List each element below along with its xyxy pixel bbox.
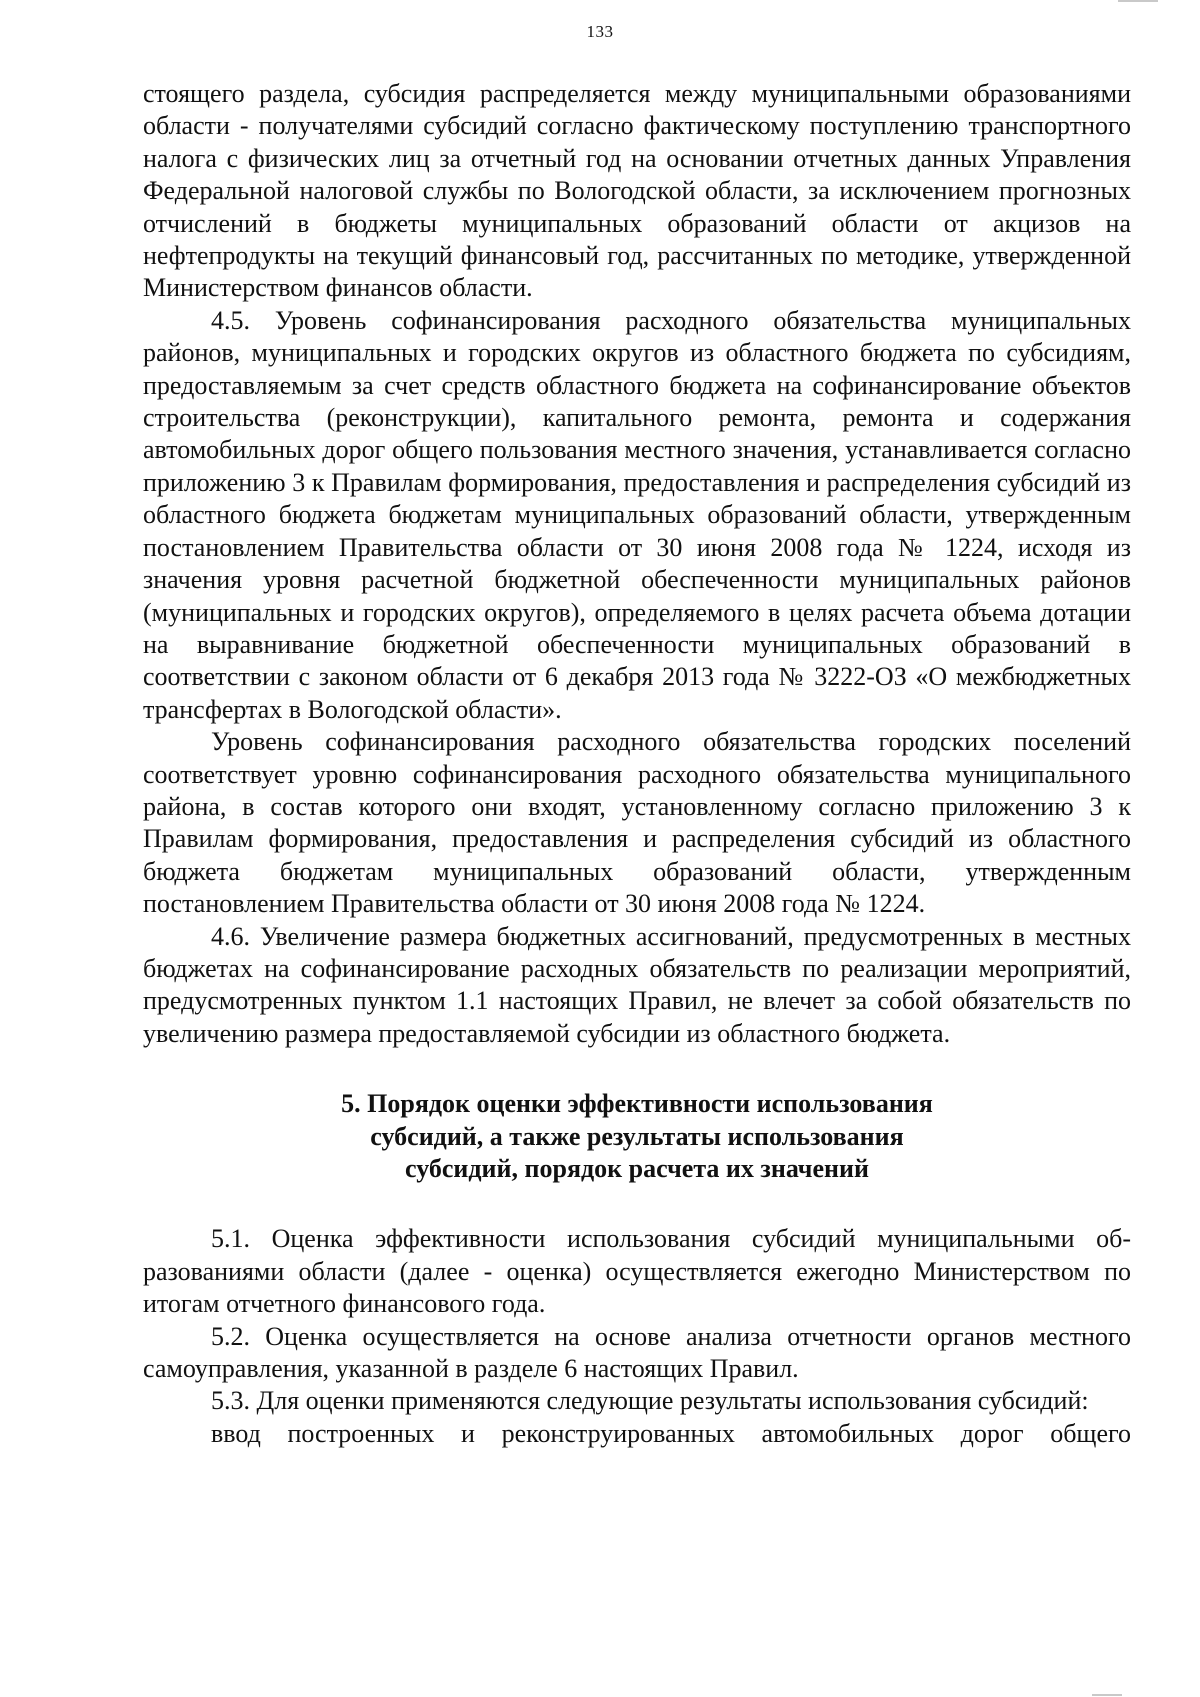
paragraph-results-list-start: ввод построенных и реконструированных автомобильных дорог общего bbox=[211, 1418, 1131, 1448]
section-5-heading-line-2: субсидий, а также результаты использования bbox=[370, 1121, 904, 1151]
document-body bbox=[143, 78, 1131, 1450]
paragraph-section-4-continuation: стоящего раздела, субсидия распределяется между муниципальными образованиями области - получателями субсидий согласно фактическому поступлению транспортного налога с физических лиц за отчетный год на основании отчетных данных Управления Федеральной налоговой службы по Вологодской области, за исключением прогнозных отчислений в бюджеты муниципальных образований области от акцизов на нефтепродукты на текущий финансовый год, рассчитанных по методике, утвержденной Министерством финансов области. bbox=[143, 79, 1131, 303]
paragraph-urban-settlements: Уровень софинансирования расходного обязательства городских поселений соответствует уровню софинансирования расходного обязательства муниципального района, в состав которого они входят, установленному согласно приложению 3 к Правилам формирования, предоставления и распределения субсидий из областного бюджета бюджетам муниципальных образований области, утвержденным постановлением Правительства области от 30 июня 2008 года № 1224. bbox=[143, 727, 1131, 919]
section-5-heading-line-1: 5. Порядок оценки эффективности использования bbox=[341, 1089, 933, 1119]
paragraph-5-1: 5.1. Оценка эффективности использования субсидий муниципальными образованиями области (далее - оценка) осуществляется ежегодно Министерством по итогам отчетного финансового года. bbox=[143, 1224, 1131, 1319]
scan-mark-bottom-right bbox=[1092, 1694, 1122, 1696]
paragraph-5-3: 5.3. Для оценки применяются следующие результаты использования субсидий: bbox=[211, 1386, 1089, 1416]
paragraph-5-2: 5.2. Оценка осуществляется на основе анализа отчетности органов местного самоуправления, указанной в разделе 6 настоящих Правил. bbox=[143, 1321, 1131, 1384]
paragraph-4-6: 4.6. Увеличение размера бюджетных ассигнований, предусмотренных в местных бюджетах на софинансирование расходных обязательств по реализации мероприятий, предусмотренных пунктом 1.1 настоящих Правил, не влечет за собой обязательств по увеличению размера предоставляемой субсидии из областного бюджета. bbox=[143, 921, 1131, 1048]
section-5-heading-line-3: субсидий, порядок расчета их значений bbox=[405, 1154, 869, 1183]
section-5-heading bbox=[143, 1088, 1131, 1185]
paragraph-4-5: 4.5. Уровень софинансирования расходного обязательства муниципальных районов, муниципальных и городских округов из областного бюджета по субсидиям, предоставляемым за счет средств областного бюджета на софинансирование объектов строительства (реконструкции), капитального ремонта, ремонта и содержания автомобильных дорог общего пользования местного значения, устанавливается согласно приложению 3 к Правилам формирования, предоставления и распределения субсидий из областного бюджета бюджетам муниципальных образований области, утвержденным постановлением Правительства области от 30 июня 2008 года № 1224, исходя из значения уровня расчетной бюджетной обеспеченности муниципальных районов (муниципальных и городских округов), определяемого в целях расчета объема дотации на выравнивание бюджетной обеспеченности муниципальных образований в соответствии с законом области от 6 декабря 2013 года № 3222-ОЗ «О межбюджетных трансфертах в Вологодской области». bbox=[143, 305, 1131, 724]
page-number: 133 bbox=[586, 22, 614, 41]
scan-mark-top-right bbox=[1118, 0, 1158, 2]
